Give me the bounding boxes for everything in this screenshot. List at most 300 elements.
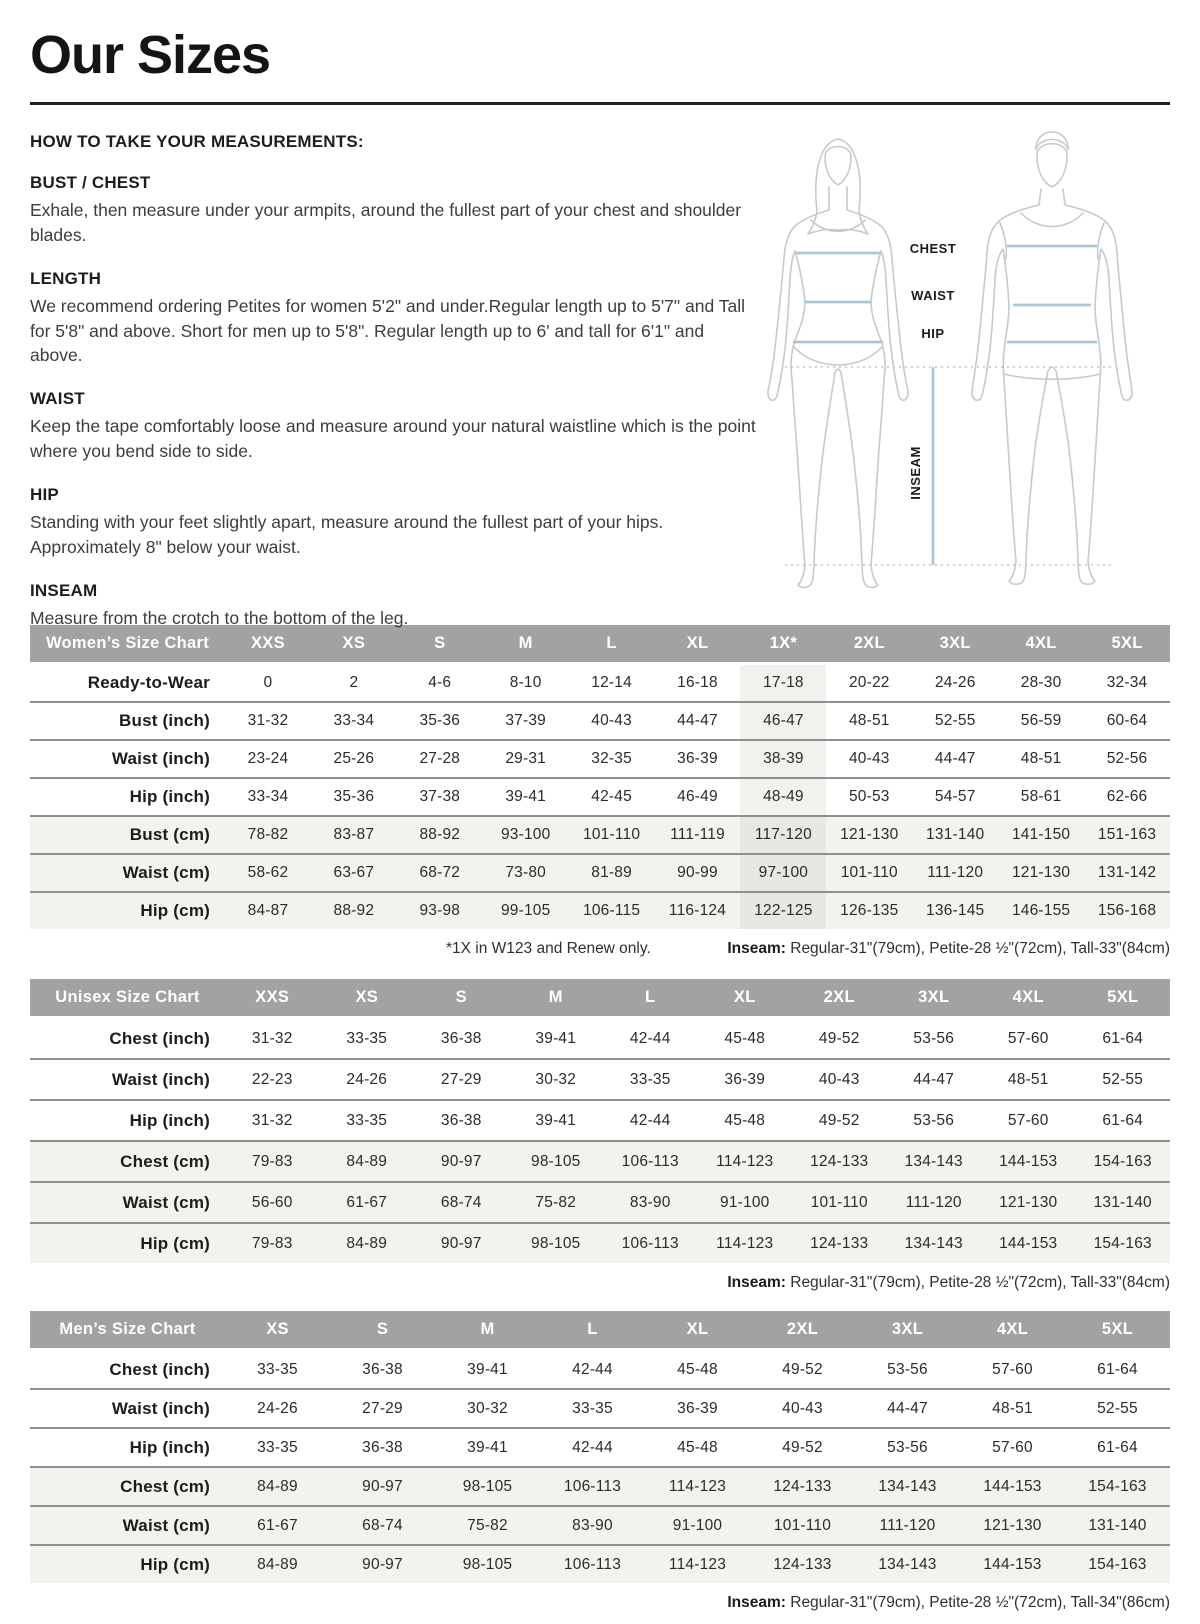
size-cell: 57-60 [992, 1360, 1033, 1378]
size-cell: 116-124 [655, 892, 741, 929]
measurement-guide-area [30, 105, 1170, 628]
size-cell: 75-82 [509, 1182, 604, 1223]
column-header: S [414, 979, 509, 1018]
size-cell: 24-26 [934, 674, 976, 691]
row-label: Waist (cm) [30, 1182, 225, 1223]
size-cell: 151-163 [1084, 816, 1170, 854]
table-row [30, 1223, 1170, 1263]
size-cell: 88-92 [311, 892, 397, 929]
table-row [30, 1141, 1170, 1182]
section-waist [30, 389, 758, 464]
hip-label: HIP [921, 326, 945, 341]
table-header-row [30, 1311, 1170, 1350]
size-cell: 33-35 [603, 1059, 698, 1100]
size-cell: 84-89 [225, 1545, 330, 1583]
column-header: M [509, 979, 604, 1018]
size-cell: 90-97 [414, 1223, 509, 1263]
womens-1x-footnote: *1X in W123 and Renew only. [446, 940, 651, 957]
size-cell: 40-43 [826, 740, 912, 778]
row-label: Waist (inch) [30, 740, 225, 778]
size-cell: 154-163 [1065, 1545, 1170, 1583]
table-row [30, 1389, 1170, 1428]
size-cell: 49-52 [782, 1360, 823, 1378]
section-body: Standing with your feet slightly apart, measure around the fullest part of your hips. Approximately 8" below your waist. [30, 511, 664, 557]
size-cell: 31-32 [251, 1029, 293, 1047]
table-row [30, 1350, 1170, 1390]
size-cell: 144-153 [981, 1141, 1076, 1182]
size-cell: 73-80 [483, 854, 569, 892]
size-cell: 4-6 [428, 674, 452, 691]
size-cell: 57-60 [1007, 1029, 1049, 1047]
inseam-label: INSEAM [908, 446, 923, 500]
size-cell: 20-22 [848, 674, 890, 691]
size-cell: 35-36 [311, 778, 397, 816]
size-cell: 36-38 [414, 1100, 509, 1141]
size-cell: 60-64 [1084, 702, 1170, 740]
size-cell: 144-153 [960, 1467, 1065, 1506]
column-header: M [483, 625, 569, 664]
section-body: Keep the tape comfortably loose and measure around your natural waistline which is the point where you bend side to side. [30, 416, 756, 462]
section-heading: HIP [30, 484, 59, 504]
size-cell: 63-67 [311, 854, 397, 892]
size-cell: 38-39 [740, 740, 826, 778]
size-cell: 48-49 [740, 778, 826, 816]
size-cell: 106-113 [540, 1545, 645, 1583]
size-cell: 121-130 [960, 1506, 1065, 1545]
size-cell: 122-125 [740, 892, 826, 929]
table-row [30, 854, 1170, 892]
column-header: XS [311, 625, 397, 664]
column-header: XL [645, 1311, 750, 1350]
size-cell: 124-133 [792, 1141, 887, 1182]
size-cell: 114-123 [645, 1467, 750, 1506]
size-cell: 39-41 [435, 1428, 540, 1467]
row-label: Hip (inch) [30, 778, 225, 816]
table-row [30, 1059, 1170, 1100]
size-cell: 16-18 [677, 674, 718, 691]
size-cell: 27-28 [397, 740, 483, 778]
column-header: 4XL [981, 979, 1076, 1018]
size-cell: 45-48 [677, 1360, 718, 1378]
size-cell: 90-99 [655, 854, 741, 892]
size-cell: 84-89 [225, 1467, 330, 1506]
size-cell: 68-74 [414, 1182, 509, 1223]
size-cell: 90-97 [330, 1467, 435, 1506]
size-cell: 154-163 [1076, 1223, 1171, 1263]
size-cell: 36-39 [645, 1389, 750, 1428]
table-row [30, 892, 1170, 929]
size-cell: 144-153 [960, 1545, 1065, 1583]
table-row [30, 1182, 1170, 1223]
size-cell: 44-47 [855, 1389, 960, 1428]
size-cell: 79-83 [225, 1223, 320, 1263]
size-cell: 33-35 [540, 1389, 645, 1428]
row-label: Chest (cm) [30, 1467, 225, 1506]
size-cell: 61-67 [320, 1182, 415, 1223]
size-cell: 42-44 [540, 1428, 645, 1467]
size-cell: 58-61 [998, 778, 1084, 816]
column-header: 2XL [750, 1311, 855, 1350]
column-header: 3XL [855, 1311, 960, 1350]
section-body: Measure from the crotch to the bottom of the leg. [30, 607, 409, 628]
woman-figure-outline [768, 139, 908, 587]
size-cell: 33-35 [257, 1360, 298, 1378]
size-cell: 134-143 [855, 1467, 960, 1506]
size-cell: 83-90 [540, 1506, 645, 1545]
size-cell: 78-82 [225, 816, 311, 854]
page-title: Our Sizes [30, 25, 271, 85]
size-cell: 40-43 [792, 1059, 887, 1100]
section-heading: INSEAM [30, 580, 98, 600]
row-label: Waist (cm) [30, 1506, 225, 1545]
size-cell: 61-64 [1097, 1360, 1138, 1378]
size-cell: 2 [349, 674, 359, 691]
size-cell: 33-35 [225, 1428, 330, 1467]
column-header: XS [225, 1311, 330, 1350]
size-cell: 37-39 [483, 702, 569, 740]
size-cell: 32-34 [1106, 674, 1148, 691]
size-cell: 46-49 [655, 778, 741, 816]
measurement-diagram [720, 113, 1160, 593]
size-cell: 114-123 [698, 1223, 793, 1263]
size-cell: 61-67 [225, 1506, 330, 1545]
size-cell: 36-38 [362, 1360, 403, 1378]
size-cell: 42-44 [572, 1360, 613, 1378]
table-row [30, 1506, 1170, 1545]
size-cell: 121-130 [981, 1182, 1076, 1223]
size-cell: 52-55 [1065, 1389, 1170, 1428]
size-cell: 84-87 [225, 892, 311, 929]
size-cell: 136-145 [912, 892, 998, 929]
size-cell: 40-43 [569, 702, 655, 740]
size-cell: 49-52 [750, 1428, 855, 1467]
column-header: M [435, 1311, 540, 1350]
size-cell: 42-44 [603, 1100, 698, 1141]
row-label: Bust (cm) [30, 816, 225, 854]
row-label: Ready-to-Wear [87, 673, 210, 692]
column-header: 5XL [1084, 625, 1170, 664]
size-cell: 45-48 [645, 1428, 750, 1467]
size-cell: 134-143 [855, 1545, 960, 1583]
size-cell: 40-43 [750, 1389, 855, 1428]
column-header: L [540, 1311, 645, 1350]
section-bust-chest [30, 173, 758, 248]
size-cell: 46-47 [740, 702, 826, 740]
size-cell: 29-31 [483, 740, 569, 778]
row-label: Chest (inch) [109, 1028, 210, 1048]
row-label: Waist (cm) [30, 854, 225, 892]
size-cell: 44-47 [655, 702, 741, 740]
column-header: 2XL [826, 625, 912, 664]
size-cell: 84-89 [320, 1223, 415, 1263]
section-heading: WAIST [30, 389, 85, 409]
size-cell: 124-133 [750, 1467, 855, 1506]
size-cell: 124-133 [750, 1545, 855, 1583]
table-title: Unisex Size Chart [30, 979, 225, 1018]
waist-label: WAIST [911, 288, 955, 303]
size-cell: 90-97 [330, 1545, 435, 1583]
section-inseam [30, 581, 758, 631]
size-cell: 83-90 [603, 1182, 698, 1223]
womens-size-table [30, 625, 1170, 929]
size-cell: 12-14 [591, 674, 632, 691]
size-cell: 56-59 [998, 702, 1084, 740]
size-cell: 48-51 [960, 1389, 1065, 1428]
size-cell: 97-100 [740, 854, 826, 892]
size-cell: 58-62 [225, 854, 311, 892]
mens-table-footnotes [30, 1594, 1170, 1612]
chest-label: CHEST [909, 241, 957, 256]
size-cell: 101-110 [569, 816, 655, 854]
size-cell: 83-87 [311, 816, 397, 854]
size-cell: 52-55 [912, 702, 998, 740]
size-cell: 106-113 [603, 1141, 698, 1182]
size-cell: 36-39 [698, 1059, 793, 1100]
man-figure-outline [972, 132, 1132, 584]
column-header: 4XL [960, 1311, 1065, 1350]
size-cell: 101-110 [750, 1506, 855, 1545]
size-cell: 106-113 [603, 1223, 698, 1263]
size-cell: 33-35 [320, 1100, 415, 1141]
section-heading: LENGTH [30, 268, 102, 288]
size-cell: 111-120 [855, 1506, 960, 1545]
size-cell: 154-163 [1076, 1141, 1171, 1182]
size-cell: 88-92 [397, 816, 483, 854]
column-header: 1X* [740, 625, 826, 664]
size-cell: 131-140 [1065, 1506, 1170, 1545]
row-label: Hip (cm) [30, 1545, 225, 1583]
size-cell: 42-44 [629, 1029, 671, 1047]
size-cell: 49-52 [792, 1100, 887, 1141]
column-header: XXS [225, 625, 311, 664]
size-cell: 121-130 [998, 854, 1084, 892]
size-cell: 52-55 [1076, 1059, 1171, 1100]
size-cell: 30-32 [435, 1389, 540, 1428]
size-cell: 39-41 [535, 1029, 577, 1047]
size-cell: 126-135 [826, 892, 912, 929]
size-cell: 114-123 [698, 1141, 793, 1182]
size-cell: 50-53 [826, 778, 912, 816]
size-cell: 53-56 [913, 1029, 955, 1047]
size-cell: 33-34 [225, 778, 311, 816]
column-header: XL [698, 979, 793, 1018]
table-header-row [30, 979, 1170, 1018]
size-cell: 22-23 [225, 1059, 320, 1100]
table-row [30, 702, 1170, 740]
size-cell: 68-72 [397, 854, 483, 892]
size-cell: 146-155 [998, 892, 1084, 929]
size-cell: 24-26 [320, 1059, 415, 1100]
size-cell: 98-105 [435, 1545, 540, 1583]
size-cell: 114-123 [645, 1545, 750, 1583]
size-cell: 28-30 [1020, 674, 1062, 691]
column-header: L [603, 979, 698, 1018]
size-cell: 32-35 [569, 740, 655, 778]
size-cell: 144-153 [981, 1223, 1076, 1263]
table-row [30, 1100, 1170, 1141]
section-body: We recommend ordering Petites for women 5'2" and under.Regular length up to 5'7" and Tall for 5'8" and above. Short for men up to 5'8". Regular length up to 6' and tall for 6'1" and above. [30, 295, 745, 366]
size-cell: 99-105 [483, 892, 569, 929]
mens-inseam-footnote: Inseam: Regular-31"(79cm), Petite-28 ½"(72cm), Tall-34"(86cm) [727, 1594, 1170, 1611]
size-cell: 111-120 [887, 1182, 982, 1223]
size-cell: 124-133 [792, 1223, 887, 1263]
size-cell: 33-35 [346, 1029, 388, 1047]
column-header: L [569, 625, 655, 664]
size-cell: 53-56 [855, 1428, 960, 1467]
size-cell: 84-89 [320, 1141, 415, 1182]
row-label: Hip (cm) [30, 892, 225, 929]
size-cell: 36-38 [330, 1428, 435, 1467]
size-cell: 48-51 [998, 740, 1084, 778]
size-cell: 98-105 [435, 1467, 540, 1506]
row-label: Bust (inch) [30, 702, 225, 740]
size-cell: 30-32 [509, 1059, 604, 1100]
size-cell: 49-52 [818, 1029, 860, 1047]
row-label: Hip (cm) [30, 1223, 225, 1263]
table-row [30, 664, 1170, 703]
size-cell: 131-140 [912, 816, 998, 854]
column-header: S [397, 625, 483, 664]
size-cell: 91-100 [645, 1506, 750, 1545]
column-header: XXS [225, 979, 320, 1018]
size-cell: 117-120 [740, 816, 826, 854]
size-cell: 44-47 [887, 1059, 982, 1100]
size-cell: 56-60 [225, 1182, 320, 1223]
size-cell: 39-41 [509, 1100, 604, 1141]
column-header: 2XL [792, 979, 887, 1018]
size-cell: 131-140 [1076, 1182, 1171, 1223]
unisex-table-footnotes [30, 1274, 1170, 1292]
size-cell: 111-120 [912, 854, 998, 892]
size-cell: 91-100 [698, 1182, 793, 1223]
row-label: Hip (inch) [30, 1428, 225, 1467]
column-header: S [330, 1311, 435, 1350]
unisex-inseam-footnote: Inseam: Regular-31"(79cm), Petite-28 ½"(72cm), Tall-33"(84cm) [727, 1274, 1170, 1291]
unisex-size-table [30, 979, 1170, 1263]
size-cell: 81-89 [569, 854, 655, 892]
size-cell: 37-38 [397, 778, 483, 816]
size-cell: 27-29 [330, 1389, 435, 1428]
table-row [30, 1018, 1170, 1060]
table-row [30, 1467, 1170, 1506]
size-cell: 25-26 [311, 740, 397, 778]
size-cell: 31-32 [225, 1100, 320, 1141]
size-cell: 23-24 [225, 740, 311, 778]
row-label: Hip (inch) [30, 1100, 225, 1141]
section-heading: BUST / CHEST [30, 173, 151, 192]
size-cell: 53-56 [887, 1100, 982, 1141]
size-cell: 106-113 [540, 1467, 645, 1506]
size-cell: 121-130 [826, 816, 912, 854]
size-cell: 93-98 [397, 892, 483, 929]
size-cell: 154-163 [1065, 1467, 1170, 1506]
size-cell: 8-10 [509, 674, 542, 691]
size-cell: 36-39 [655, 740, 741, 778]
size-cell: 156-168 [1084, 892, 1170, 929]
how-to-heading: HOW TO TAKE YOUR MEASUREMENTS: [30, 132, 364, 151]
size-cell: 101-110 [792, 1182, 887, 1223]
row-label: Waist (inch) [30, 1389, 225, 1428]
row-label: Waist (inch) [30, 1059, 225, 1100]
column-header: 4XL [998, 625, 1084, 664]
size-cell: 75-82 [435, 1506, 540, 1545]
section-hip [30, 485, 758, 560]
size-guide-page [0, 24, 1200, 1612]
size-cell: 24-26 [225, 1389, 330, 1428]
section-length [30, 269, 758, 369]
size-cell: 111-119 [655, 816, 741, 854]
table-title: Men’s Size Chart [30, 1311, 225, 1350]
table-title: Women’s Size Chart [30, 625, 225, 664]
size-cell: 101-110 [826, 854, 912, 892]
table-row [30, 1545, 1170, 1583]
size-cell: 45-48 [724, 1029, 766, 1047]
column-header: XS [320, 979, 415, 1018]
size-cell: 90-97 [414, 1141, 509, 1182]
table-row [30, 778, 1170, 816]
size-cell: 42-45 [569, 778, 655, 816]
size-cell: 48-51 [826, 702, 912, 740]
size-cell: 48-51 [981, 1059, 1076, 1100]
column-header: 3XL [887, 979, 982, 1018]
size-cell: 98-105 [509, 1141, 604, 1182]
table-header-row [30, 625, 1170, 664]
size-cell: 93-100 [483, 816, 569, 854]
size-cell: 68-74 [330, 1506, 435, 1545]
size-cell: 141-150 [998, 816, 1084, 854]
section-body: Exhale, then measure under your armpits, around the fullest part of your chest and shoulder blades. [30, 200, 742, 245]
size-cell: 98-105 [509, 1223, 604, 1263]
row-label: Chest (cm) [30, 1141, 225, 1182]
size-cell: 31-32 [225, 702, 311, 740]
size-cell: 62-66 [1084, 778, 1170, 816]
size-cell: 45-48 [698, 1100, 793, 1141]
womens-table-footnotes [30, 940, 1170, 958]
size-cell: 61-64 [1076, 1100, 1171, 1141]
table-row [30, 816, 1170, 854]
size-cell: 61-64 [1102, 1029, 1144, 1047]
size-cell: 36-38 [440, 1029, 482, 1047]
column-header: 5XL [1076, 979, 1171, 1018]
size-cell: 79-83 [225, 1141, 320, 1182]
size-cell: 33-34 [311, 702, 397, 740]
size-cell: 35-36 [397, 702, 483, 740]
size-cell: 39-41 [467, 1360, 508, 1378]
size-cell: 131-142 [1084, 854, 1170, 892]
size-cell: 134-143 [887, 1223, 982, 1263]
size-cell: 52-56 [1084, 740, 1170, 778]
mens-size-table [30, 1311, 1170, 1583]
table-row [30, 740, 1170, 778]
size-cell: 17-18 [740, 664, 826, 703]
size-cell: 27-29 [414, 1059, 509, 1100]
size-cell: 44-47 [912, 740, 998, 778]
measurement-instructions [30, 105, 758, 630]
size-cell: 53-56 [887, 1360, 928, 1378]
size-cell: 39-41 [483, 778, 569, 816]
table-row [30, 1428, 1170, 1467]
size-cell: 61-64 [1065, 1428, 1170, 1467]
size-cell: 57-60 [981, 1100, 1076, 1141]
size-cell: 57-60 [960, 1428, 1065, 1467]
size-cell: 0 [263, 674, 273, 691]
womens-inseam-footnote: Inseam: Regular-31"(79cm), Petite-28 ½"(72cm), Tall-33"(84cm) [727, 940, 1170, 957]
column-header: 5XL [1065, 1311, 1170, 1350]
size-cell: 106-115 [569, 892, 655, 929]
size-cell: 54-57 [912, 778, 998, 816]
column-header: XL [655, 625, 741, 664]
row-label: Chest (inch) [109, 1359, 210, 1379]
